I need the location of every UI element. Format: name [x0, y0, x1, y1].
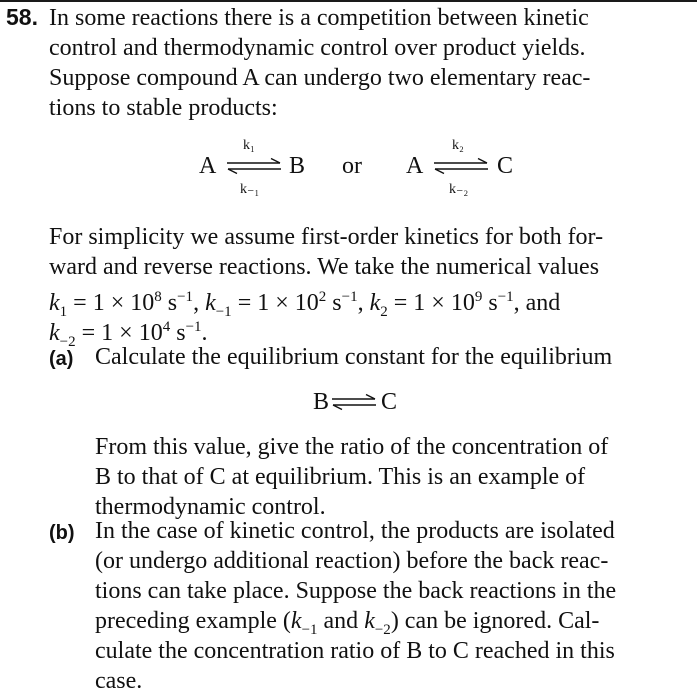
para2-line-2: ward and reverse reactions. We take the numerical values: [49, 254, 600, 280]
scheme-r2-equilibrium-arrows: [433, 158, 489, 174]
part-a-equilibrium-arrows: [331, 394, 377, 410]
scheme-r2-k-forward: k₂: [452, 138, 464, 153]
k-1-exponent: 2: [318, 289, 327, 305]
part-a-line-2: From this value, give the ratio of the concentration of: [95, 434, 609, 460]
k-2-unit: s: [176, 320, 186, 346]
part-b-line-6: case.: [95, 668, 143, 694]
intro-line-1: In some reactions there is a competition between kinetic: [49, 5, 589, 31]
para2-line-1: For simplicity we assume first-order kinetics for both for-: [49, 224, 604, 250]
k2-unit: s: [488, 290, 498, 316]
intro-line-2: control and thermodynamic control over product yields.: [49, 35, 586, 61]
intro-line-4: tions to stable products:: [49, 95, 278, 121]
k-1-value: 1 × 10: [257, 290, 319, 316]
k1-exponent: 8: [154, 289, 162, 305]
scheme-or: or: [342, 153, 362, 179]
part-b-line-3: tions can take place. Suppose the back reactions in the: [95, 578, 617, 604]
and-word: and: [525, 290, 561, 316]
rate-constants-line-2: $k_{-2} = 1 \times 10^4$ $s^{-1}$.: [49, 319, 208, 350]
scheme-r1-k-forward: k₁: [243, 138, 255, 153]
part-b-label: (b): [49, 522, 75, 544]
top-rule: [0, 0, 697, 2]
scheme-r1-right: B: [289, 153, 306, 179]
scheme-r1-left: A: [199, 153, 217, 179]
part-a-eq-right: C: [381, 389, 398, 415]
k2-unit-exponent: −1: [497, 289, 514, 305]
part-b-line-4-post: ) can be ignored. Cal-: [390, 608, 600, 634]
part-b-line-1: In the case of kinetic control, the products are isolated: [95, 518, 615, 544]
k1-value: 1 × 10: [92, 290, 155, 316]
part-a-line-1: Calculate the equilibrium constant for the equilibrium: [95, 344, 613, 370]
k2-exponent: 9: [474, 289, 483, 305]
part-b-line-4-pre: preceding example (: [95, 608, 291, 634]
part-a-eq-left: B: [313, 389, 330, 415]
rate-constants-line: $k_1 = 1 \times 10^8$ $s^{-1}$, $k_{-1} = 1 \times 10^2$ $s^{-1}$, $k_2 = 1 \times 10^9$ $s^{-1}$, and: [49, 289, 561, 320]
k2-value: 1 × 10: [413, 290, 475, 316]
scheme-r2-k-reverse: k₋₂: [449, 182, 469, 197]
intro-line-3: Suppose compound A can undergo two elementary reac-: [49, 65, 591, 91]
part-b-line-2: (or undergo additional reaction) before the back reac-: [95, 548, 609, 574]
part-b-line-4-and: and: [323, 608, 359, 634]
scheme-r2-left: A: [406, 153, 424, 179]
k1-unit: s: [167, 290, 178, 316]
k-1-unit: s: [332, 290, 342, 316]
k1-unit-exponent: −1: [177, 289, 194, 305]
part-a-line-3: B to that of C at equilibrium. This is an example of: [95, 464, 586, 490]
part-a-line-4: thermodynamic control.: [95, 494, 326, 520]
scheme-r1-k-reverse: k₋₁: [240, 182, 260, 197]
scheme-r1-equilibrium-arrows: [226, 158, 282, 174]
part-a-label: (a): [49, 348, 74, 370]
k-2-exponent: 4: [162, 319, 171, 335]
part-b-line-5: culate the concentration ratio of B to C reached in this: [95, 638, 615, 664]
k-2-value: 1 × 10: [101, 320, 163, 346]
part-b-line-4: preceding example ($k_{-1}$ and $k_{-2}$) can be ignored. Cal-: [95, 608, 600, 638]
k-1-unit-exponent: −1: [341, 289, 358, 305]
k-2-unit-exponent: −1: [185, 319, 202, 335]
scheme-r2-right: C: [497, 153, 514, 179]
problem-number: 58.: [6, 4, 38, 30]
